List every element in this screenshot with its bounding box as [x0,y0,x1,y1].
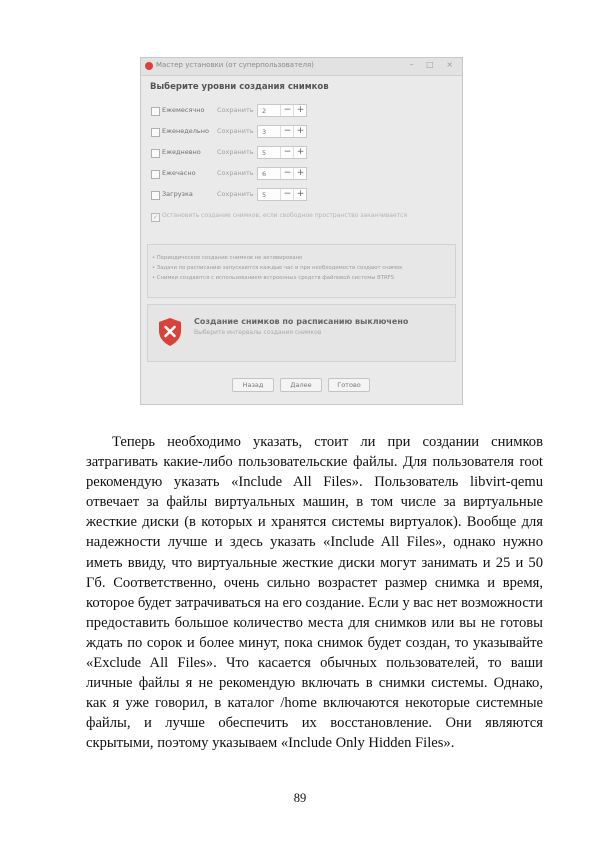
info-box [147,244,456,298]
count-value[interactable]: 3 [262,128,267,136]
level-checkbox[interactable] [151,191,160,200]
level-checkbox[interactable] [151,149,160,158]
count-value[interactable]: 5 [262,149,267,157]
status-title: Создание снимков по расписанию выключено [194,317,409,326]
increment-button[interactable]: + [293,168,307,179]
body-paragraph: Теперь необходимо указать, стоит ли при создании снимков затрагивать какие-либо пользовательские файлы. Для пользователя root рекомендую указать «Include All Files». Пользователь libvirt-qemu отвечает за файлы виртуальных машин, в том числе за виртуальные жесткие диски (в которых и хранятся системы виртуалок). Вообще для надежности лучше и здесь указать «Include All Files», однако нужно иметь ввиду, что виртуальные жесткие диски могут занимать и 25 и 50 Гб. Соответственно, очень сильно возрастет размер снимка и время, которое будет затрачиваться на его создание. Если у вас нет возможности предоставить большое количество места для снимков или вы не готовы ждать по сорок и более минут, пока снимок будет создан, то указывайте «Exclude All Files». Что касается обычных пользователей, то ваши личные файлы я не рекомендую включать в снимки системы. Однако, как я уже говорил, в каталог /home включаются некоторые системные файлы, и лучше обеспечить их восстановление. Они являются скрытыми, поэтому указываем «Include Only Hidden Files». [86,434,543,752]
status-box [147,304,456,362]
count-value[interactable]: 2 [262,107,267,115]
window-title: Мастер установки (от суперпользователя) [156,61,314,69]
count-value[interactable]: 5 [262,191,267,199]
shield-error-icon [157,317,183,347]
next-button[interactable]: Далее [280,378,322,392]
level-checkbox[interactable] [151,128,160,137]
level-label: Загрузка [162,190,193,198]
count-stepper[interactable] [257,104,307,117]
count-stepper[interactable] [257,167,307,180]
info-line: • Задачи по расписанию запускаются каждые час и при необходимости создают снимок [152,265,403,271]
info-line: • Периодическое создание снимков не активировано [152,255,303,261]
increment-button[interactable]: + [293,105,307,116]
count-stepper[interactable] [257,146,307,159]
page-number: 89 [293,791,307,805]
decrement-button[interactable]: − [280,189,294,200]
level-row-daily [151,146,451,160]
increment-button[interactable]: + [293,147,307,158]
keep-label: Сохранить [217,127,254,135]
keep-label: Сохранить [217,106,254,114]
keep-label: Сохранить [217,190,254,198]
stop-option-row [151,211,451,223]
level-label: Ежечасно [162,169,196,177]
count-stepper[interactable] [257,188,307,201]
info-line: • Снимки создаются с использованием встроенных средств файловой системы BTRFS [152,275,394,281]
level-checkbox[interactable] [151,170,160,179]
level-label: Ежемесячно [162,106,205,114]
level-label: Еженедельно [162,127,209,135]
increment-button[interactable]: + [293,189,307,200]
keep-label: Сохранить [217,148,254,156]
count-value[interactable]: 6 [262,170,267,178]
window-controls[interactable]: – □ × [409,60,458,69]
window-titlebar [141,58,462,76]
app-icon [145,62,153,70]
wizard-heading: Выберите уровни создания снимков [150,82,329,92]
body-text [86,432,543,754]
stop-option-checkbox[interactable]: ✓ [152,214,159,221]
level-row-hourly [151,167,451,181]
decrement-button[interactable]: − [280,147,294,158]
level-row-monthly [151,104,451,118]
count-stepper[interactable] [257,125,307,138]
decrement-button[interactable]: − [280,168,294,179]
done-button[interactable]: Готово [328,378,370,392]
level-row-boot [151,188,451,202]
level-label: Ежедневно [162,148,201,156]
back-button[interactable]: Назад [232,378,274,392]
level-row-weekly [151,125,451,139]
stop-option-label: Остановить создание снимков, если свободное пространство заканчивается [162,212,408,219]
status-subtitle: Выберите интервалы создания снимков [194,329,322,336]
screenshot-figure [140,57,463,405]
level-checkbox[interactable] [151,107,160,116]
decrement-button[interactable]: − [280,126,294,137]
increment-button[interactable]: + [293,126,307,137]
keep-label: Сохранить [217,169,254,177]
decrement-button[interactable]: − [280,105,294,116]
